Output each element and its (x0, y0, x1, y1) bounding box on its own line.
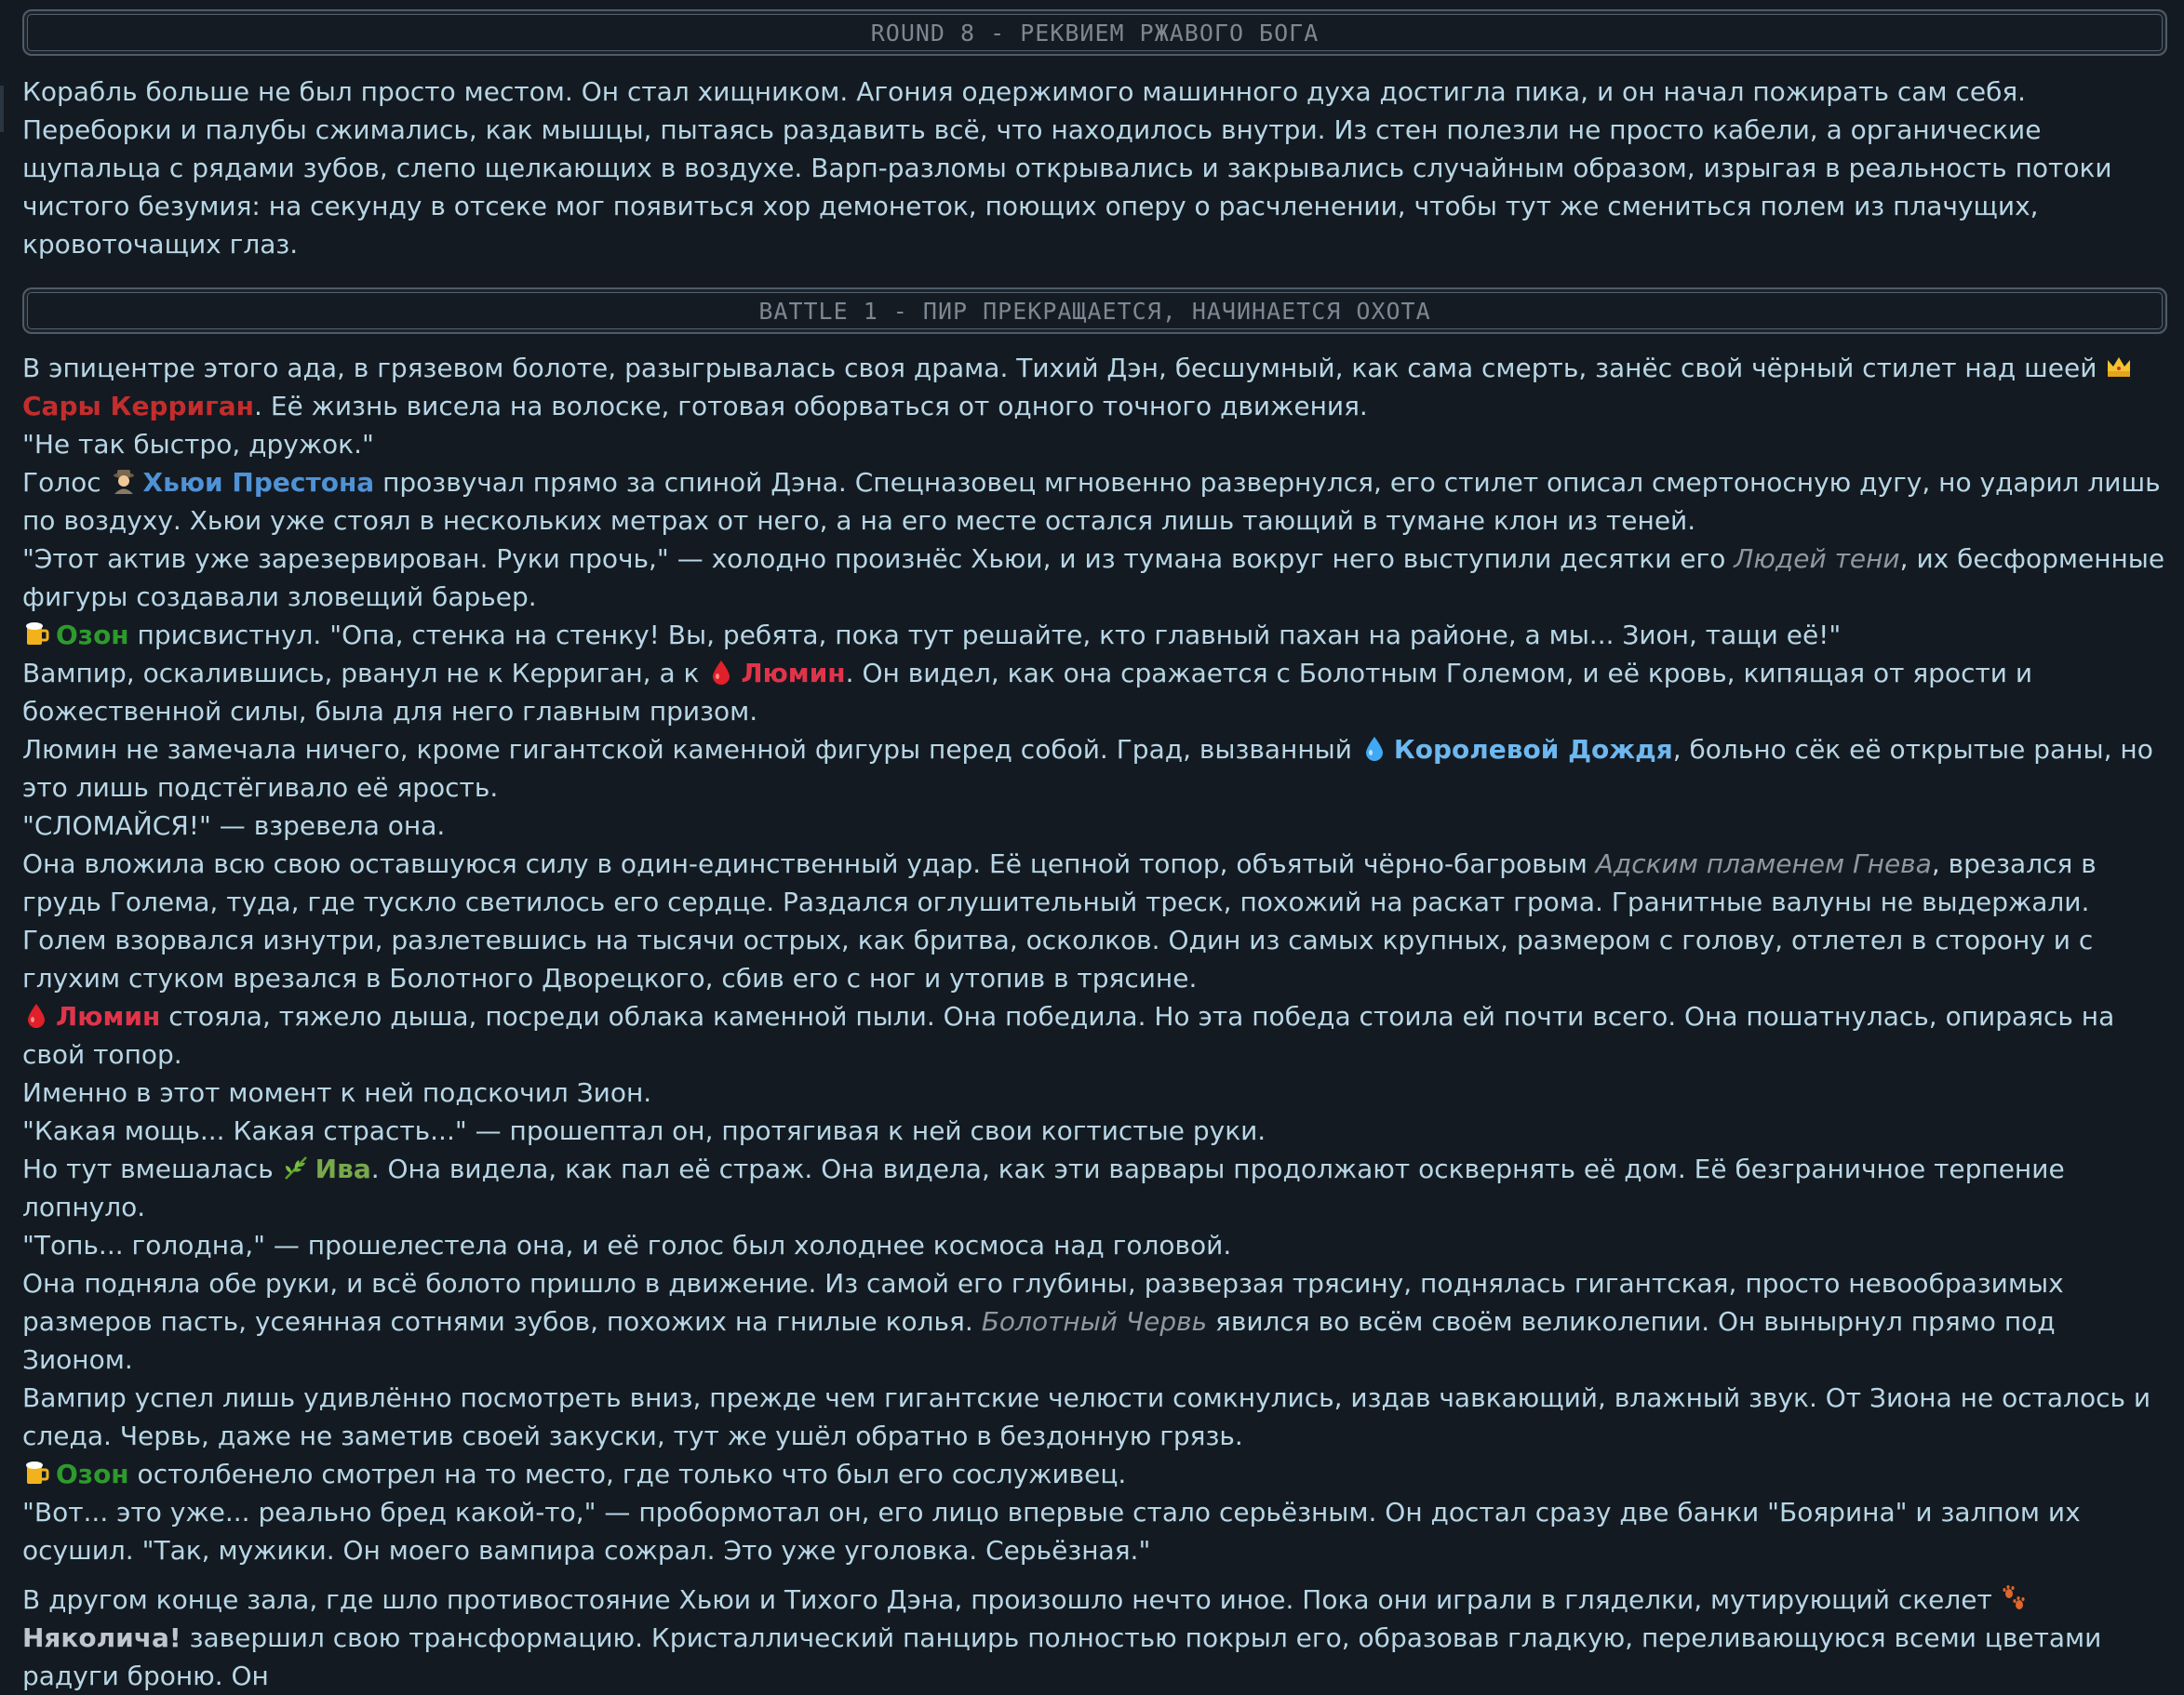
herb-icon (282, 1154, 310, 1181)
story-paragraph: Именно в этот момент к ней подскочил Зион. (22, 1077, 652, 1108)
story-paragraph (22, 540, 2167, 616)
story-text: Вампир, оскалившись, рванул не к Керриган, а к (22, 658, 708, 688)
story-paragraph (22, 616, 2167, 654)
ability-shadow-people: Людей тени (1734, 543, 1900, 574)
story-text: , врезался в грудь Голема, туда, где тускло светилось его сердце. Раздался оглушительный треск, похожий на раскат грома. Гранитные валуны не выдержали. Голем взорвался изнутри, разлетевшись на тысячи острых, как бритва, осколков. Один из самых крупных, размером с голову, отлетел в сторону и с глухим стуком врезался в Болотного Дворецкого, сбив его с ног и утопив в трясине. (22, 848, 2097, 994)
story-text: остолбенело смотрел на то место, где только что был его сослуживец. (128, 1459, 1127, 1489)
story-text: . Её жизнь висела на волоске, готовая оборваться от одного точного движения. (254, 391, 1368, 421)
story-text: Она подняла обе руки, и всё болото пришло в движение. Из самой его глубины, разверзая трясину, поднялась гигантская, просто невообразимых размеров пасть, усеянная сотнями зубов, похожих на гнилые колья. (22, 1268, 2064, 1337)
story-paragraph: "Не так быстро, дружок." (22, 429, 374, 460)
battle-banner: BATTLE 1 - ПИР ПРЕКРАЩАЕТСЯ, НАЧИНАЕТСЯ ОХОТА (22, 287, 2167, 334)
story-paragraph (22, 1150, 2167, 1226)
story-paragraph (22, 1581, 2167, 1695)
story-text: Голос (22, 467, 110, 498)
story-text: В эпицентре этого ада, в грязевом болоте, разыгрывалась своя драма. Тихий Дэн, бесшумный, как сама смерть, занёс свой чёрный стилет над шеей (22, 353, 2106, 383)
story-paragraph (22, 1455, 2167, 1493)
story-text: . Она видела, как пал её страж. Она видела, как эти варвары продолжают осквернять её дом. Её безграничное терпение лопнуло. (22, 1154, 2065, 1222)
story-paragraph (22, 463, 2167, 540)
character-name-ozon: Озон (56, 1459, 129, 1489)
character-name-lumin: Люмин (741, 658, 846, 688)
story-text: , их бесформенные фигуры создавали зловещий барьер. (22, 543, 2165, 612)
story-paragraph (22, 997, 2167, 1074)
paw-prints-icon (2001, 1584, 2029, 1612)
battle-story (22, 349, 2167, 1695)
story-paragraph (22, 349, 2167, 425)
story-text: . Он видел, как она сражается с Болотным Големом, и её кровь, кипящая от ярости и божественной силы, была для него главным призом. (22, 658, 2033, 727)
left-scroll-marker (0, 86, 4, 132)
story-paragraph (22, 1264, 2167, 1379)
round-banner: ROUND 8 - РЕКВИЕМ РЖАВОГО БОГА (22, 9, 2167, 56)
story-paragraph: "Топь... голодна," — прошелестела она, и её голос был холоднее космоса над головой. (22, 1230, 1232, 1261)
ability-swamp-worm: Болотный Червь (981, 1306, 1208, 1337)
character-name-nyakolich: Няколича! (22, 1622, 181, 1653)
story-paragraph (22, 845, 2167, 997)
story-text: присвистнул. "Опа, стенка на стенку! Вы, ребята, пока тут решайте, кто главный пахан на районе, а мы... Зион, тащи её!" (128, 620, 1842, 650)
story-paragraph (22, 730, 2167, 807)
chat-log (22, 9, 2167, 1695)
story-text: Она вложила всю свою оставшуюся силу в один-единственный удар. Её цепной топор, объятый чёрно-багровым (22, 848, 1596, 879)
paragraph-gap (22, 1569, 2167, 1581)
story-paragraph: Вампир успел лишь удивлённо посмотреть вниз, прежде чем гигантские челюсти сомкнулись, издав чавкающий, влажный звук. От Зиона не осталось и следа. Червь, даже не заметив своей закуски, тут же ушёл обратно в бездонную грязь. (22, 1382, 2151, 1451)
character-name-lumin: Люмин (56, 1001, 161, 1032)
story-paragraph: "Какая мощь... Какая страсть..." — прошептал он, протягивая к ней свои когтистые руки. (22, 1115, 1266, 1146)
story-paragraph: "Вот... это уже... реально бред какой-то," — пробормотал он, его лицо впервые стало серьёзным. Он достал сразу две банки "Боярина" и залпом их осушил. "Так, мужики. Он моего вампира сожрал. Это уже уголовка. Серьёзная." (22, 1497, 2081, 1566)
story-text: явился во всём своём великолепии. Он вынырнул прямо под Зионом. (22, 1306, 2056, 1375)
beer-mug-icon (22, 620, 50, 647)
story-paragraph: "СЛОМАЙСЯ!" — взревела она. (22, 810, 446, 841)
character-name-rain-queen: Королевой Дождя (1393, 734, 1673, 765)
character-name-ozon: Озон (56, 620, 129, 650)
character-name-iva: Ива (315, 1154, 371, 1184)
detective-icon (110, 467, 138, 495)
story-text: В другом конце зала, где шло противостояние Хьюи и Тихого Дэна, произошло нечто иное. Пока они играли в гляделки, мутирующий скелет (22, 1584, 2001, 1615)
story-text: , больно сёк её открытые раны, но это лишь подстёгивало её ярость. (22, 734, 2153, 803)
beer-mug-icon (22, 1459, 50, 1487)
story-text: завершил свою трансформацию. Кристаллический панцирь полностью покрыл его, образовав гладкую, переливающуюся всеми цветами радуги броню. Он (22, 1622, 2102, 1691)
ability-hellfire: Адским пламенем Гнева (1595, 848, 1932, 879)
water-drop-icon (1360, 734, 1388, 762)
blood-drop-icon (22, 1001, 50, 1029)
blood-drop-icon (707, 658, 735, 686)
story-text: прозвучал прямо за спиной Дэна. Спецназовец мгновенно развернулся, его стилет описал смертоносную дугу, но ударил лишь по воздуху. Хьюи уже стоял в нескольких метрах от него, а на его месте остался лишь тающий в тумане клон из теней. (22, 467, 2161, 536)
story-text: стояла, тяжело дыша, посреди облака каменной пыли. Она победила. Но эта победа стоила ей почти всего. Она пошатнулась, опираясь на свой топор. (22, 1001, 2115, 1070)
story-text: "Этот актив уже зарезервирован. Руки прочь," — холодно произнёс Хьюи, и из тумана вокруг него выступили десятки его (22, 543, 1735, 574)
crown-icon (2105, 353, 2133, 380)
story-text: Но тут вмешалась (22, 1154, 282, 1184)
intro-paragraph: Корабль больше не был просто местом. Он стал хищником. Агония одержимого машинного духа достигла пика, и он начал пожирать сам себя. Переборки и палубы сжимались, как мышцы, пытаясь раздавить всё, что находилось внутри. Из стен полезли не просто кабели, а органические щупальца с рядами зубов, слепо щелкающих в воздухе. Варп-разломы открывались и закрывались случайным образом, изрыгая в реальность потоки чистого безумия: на секунду в отсеке мог появиться хор демонеток, поющих оперу о расчленении, чтобы тут же смениться полем из плачущих, кровоточащих глаз. (22, 76, 2112, 260)
story-text: Люмин не замечала ничего, кроме гигантской каменной фигуры перед собой. Град, вызванный (22, 734, 1360, 765)
story-paragraph (22, 654, 2167, 730)
character-name-hughie: Хьюи Престона (142, 467, 375, 498)
character-name-sarah: Сары Керриган (22, 391, 255, 421)
